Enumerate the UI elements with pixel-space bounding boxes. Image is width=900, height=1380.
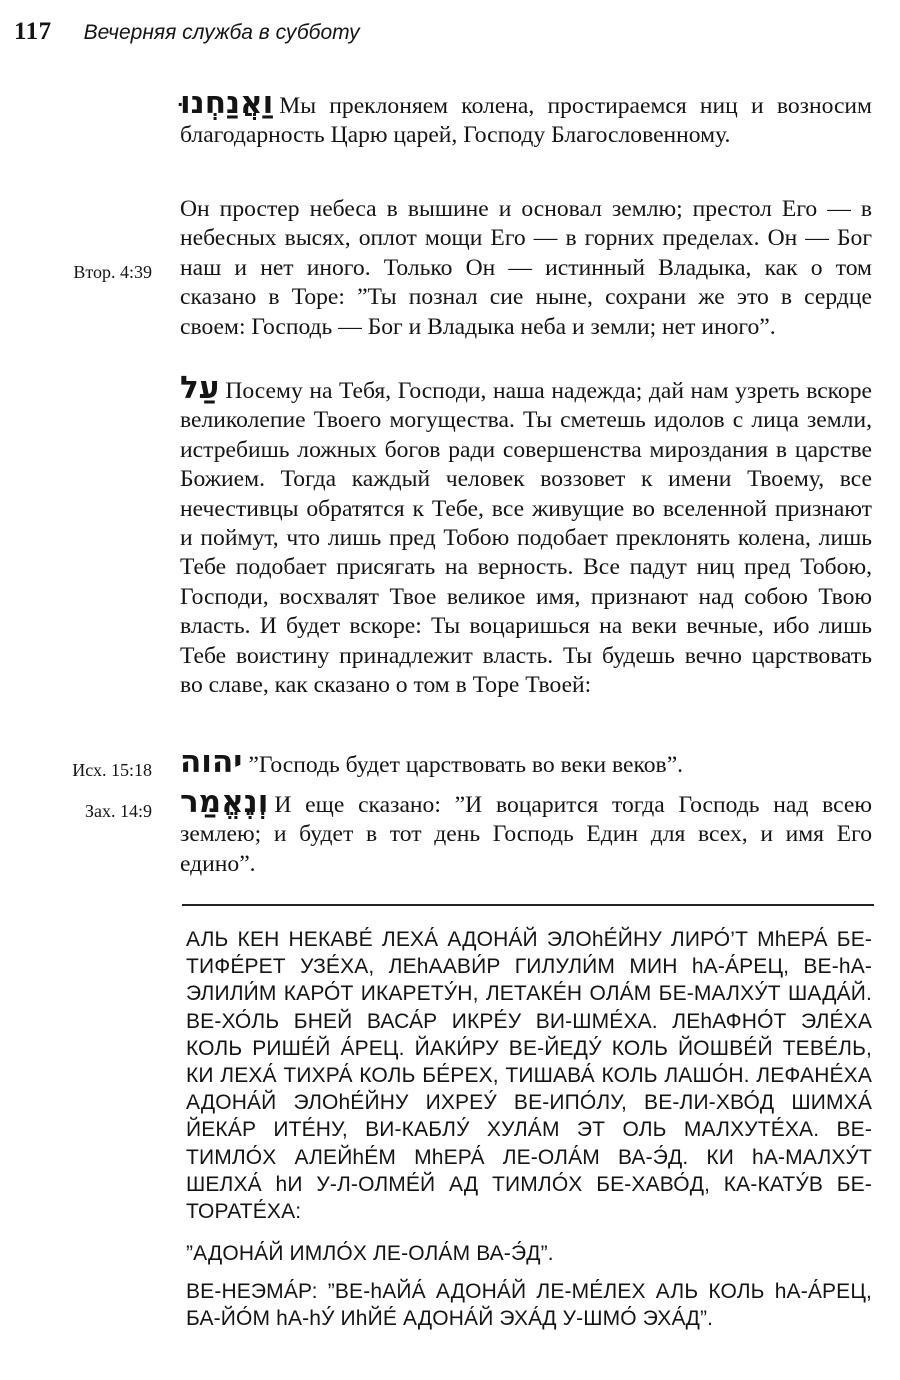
hebrew-opening-word: וַאֲנַחְנוּ [180,85,274,121]
paragraph-al-ken [180,370,872,700]
paragraph-vneemar [180,784,872,879]
transliteration-adonai-yimloch: ”АДОНА́Й ИМЛО́Х ЛЕ-ОЛА́М ВА-Э́Д”. [186,1242,554,1265]
margin-reference-exodus: Исх. 15:18 [72,760,152,780]
margin-reference-deuteronomy: Втор. 4:39 [73,262,152,282]
page-number: 117 [14,18,52,45]
paragraph-he-stretched-heavens [180,195,872,342]
paragraph-vaanachnu [180,85,872,151]
page-header [14,18,360,52]
hebrew-opening-word: וְנֶאֱמַר [180,784,269,820]
hebrew-opening-word: יהוה [180,744,243,780]
paragraph-text: Мы преклоняем колена, простираемся ниц и возносим благодарность Царю царей, Господу Благословенному. [180,93,872,149]
hebrew-opening-word: עַל [180,370,220,406]
paragraph-text: ”Господь будет царствовать во веки веков”. [248,752,684,778]
transliteration-al-ken: АЛЬ КЕН НЕКАВЕ́ ЛЕХА́ АДОНА́Й ЭЛОhЕ́ЙНУ ЛИРО́’Т МhЕРА́ БЕ-ТИФЕ́РЕТ УЗЕ́ХА, ЛЕhААВИ́Р ГИЛУЛИ́М МИН hА-А́РЕЦ, ВЕ-hА-ЭЛИЛИ́М КАРО́Т ИКАРЕТУ́Н, ЛЕТАКЕ́Н ОЛА́М БЕ-МАЛХУ́Т ШАДА́Й. ВЕ-ХО́ЛЬ БНЕЙ ВАСА́Р ИКРЕ́У ВИ-ШМЕ́ХА. ЛЕhАФНО́Т ЭЛЕ́ХА КОЛЬ РИШЕ́Й А́РЕЦ. ЙАКИ́РУ ВЕ-ЙЕДУ́ КОЛЬ ЙОШВЕ́Й ТЕВЕ́ЛЬ, КИ ЛЕХА́ ТИХРА́ КОЛЬ БЕ́РЕХ, ТИШАВА́ КОЛЬ ЛАШО́Н. ЛЕФАНЕ́ХА АДОНА́Й ЭЛОhЕ́ЙНУ ИХРЕУ́ ВЕ-ИПО́ЛУ, ВЕ-ЛИ-ХВО́Д ШИМХА́ ЙЕКА́Р ИТЕ́НУ, ВИ-КАБЛУ́ ХУЛА́М ЭТ ОЛЬ МАЛХУТЕ́ХА. ВЕ-ТИМЛО́Х АЛЕЙhЕ́М МhЕРА́ ЛЕ-ОЛА́М ВА-Э́Д. КИ hА-МАЛХУ́Т ШЕЛХА́ hИ У-Л-ОЛМЕ́Й АД ТИМЛО́Х БЕ-ХАВО́Д, КА-КАТУ́В БЕ-ТОРАТЕ́ХА: [186,928,872,1224]
margin-reference-zechariah: Зах. 14:9 [84,801,152,821]
paragraph-text: И еще сказано: ”И воцарится тогда Господь над всею землею; и будет в тот день Господь Един для всех, и имя Его едино”. [180,792,872,877]
paragraph-text: Посему на Тебя, Господи, наша надежда; дай нам узреть вскоре великолепие Твоего могущества. Ты сметешь идолов с лица земли, истребишь ложных богов ради совершенства мироздания в царстве Божием. Тогда каждый человек воззовет к имени Твоему, все нечестивцы обратятся к Тебе, все живущие во вселенной признают и поймут, что лишь пред Тобою подобает преклонять колена, лишь Тебе подобает присягать на верность. Все падут ниц пред Тобою, Господи, восхвалят Твое великое имя, признают над собою Твою власть. И будет вскоре: Ты воцаришься на веки вечные, ибо лишь Тебе воистину принадлежит власть. Ты будешь вечно царствовать во славе, как сказано о том в Торе Твоей: [180,378,872,699]
transliteration-vneemar: ВЕ-НЕЭМА́Р: ”ВЕ-hАЙА́ АДОНА́Й ЛЕ-МЕ́ЛЕХ АЛЬ КОЛЬ hА-А́РЕЦ, БА-ЙО́М hА-hУ́ ИhЙЕ́ АДОНА́Й ЭХА́Д У-ШМО́ ЭХА́Д”. [186,1280,872,1331]
running-title: Вечерняя служба в субботу [83,21,360,44]
paragraph-adonai-yimloch [180,744,872,780]
paragraph-text: Он простер небеса в вышине и основал землю; престол Его — в небесных высях, оплот мощи Его — в горних пределах. Он — Бог наш и нет иного. Только Он — истинный Владыка, как о том сказано в Торе: ”Ты познал сие ныне, сохрани же это в сердце своем: Господь — Бог и Владыка неба и земли; нет иного”. [180,196,872,340]
section-divider [182,904,874,906]
